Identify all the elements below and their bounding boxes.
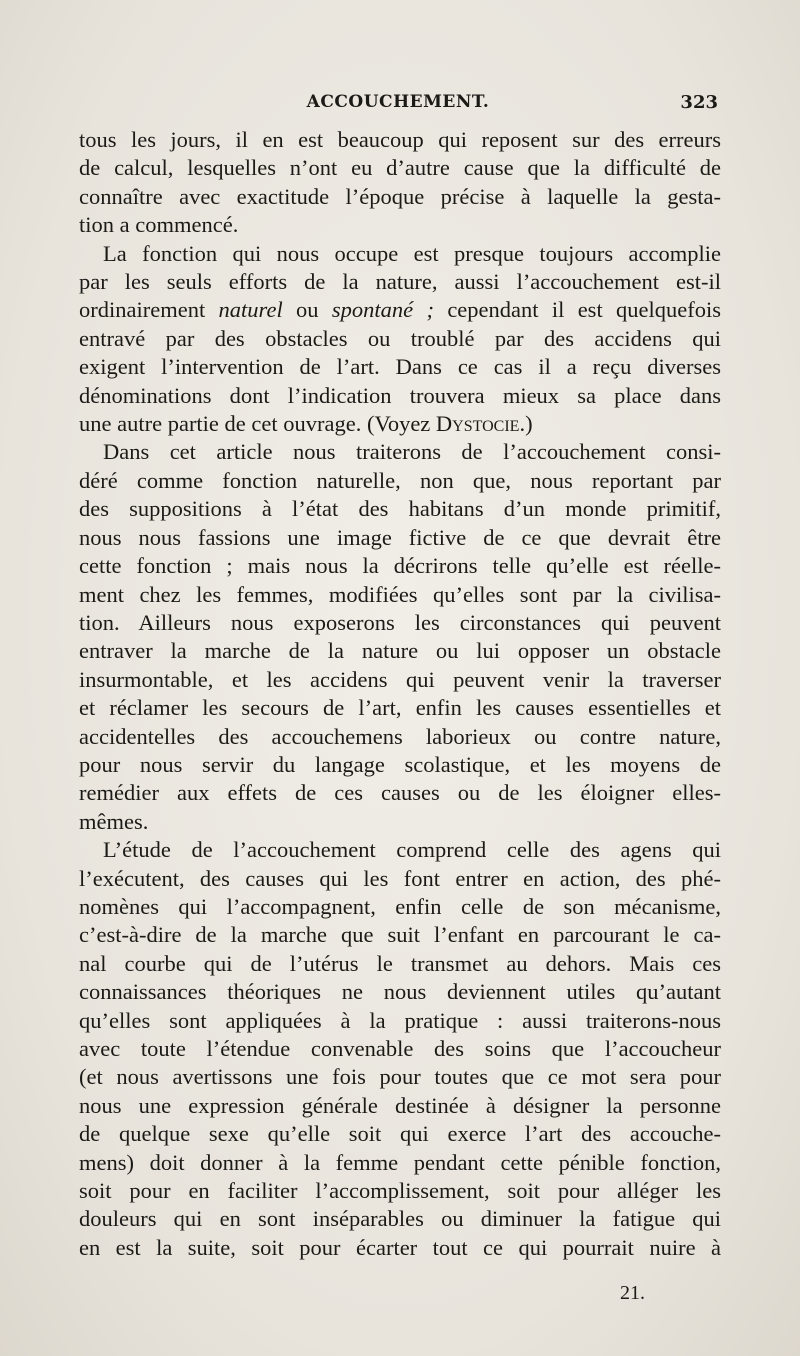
text-line: de quelque sexe qu’elle soit qui exerce l’art des accouche- bbox=[79, 1121, 721, 1147]
text-line: exigent l’intervention de l’art. Dans ce cas il a reçu diverses bbox=[79, 354, 721, 380]
running-head bbox=[78, 92, 718, 122]
text-run: ou bbox=[282, 297, 332, 323]
paragraph-2 bbox=[79, 240, 721, 439]
text-line: mens) doit donner à la femme pendant cette pénible fonction, bbox=[79, 1149, 721, 1175]
text-line: tous les jours, il en est beaucoup qui reposent sur des erreurs bbox=[79, 127, 721, 152]
text-line: cette fonction ; mais nous la décrirons telle qu’elle est réelle- bbox=[79, 553, 721, 579]
text-line: soit pour en faciliter l’accomplissement, soit pour alléger les bbox=[79, 1178, 721, 1204]
text-line: nous une expression générale destinée à désigner la personne bbox=[79, 1092, 721, 1118]
text-run: .) bbox=[519, 411, 533, 437]
text-line: (et nous avertissons une fois pour toutes que ce mot sera pour bbox=[79, 1064, 721, 1090]
body-text bbox=[79, 126, 721, 1262]
text-line bbox=[79, 410, 721, 438]
text-line: ment chez les femmes, modifiées qu’elles sont par la civilisa- bbox=[79, 581, 721, 607]
text-line: par les seuls efforts de la nature, aussi l’accouchement est-il bbox=[79, 269, 721, 295]
text-line: entravé par des obstacles ou troublé par des accidens qui bbox=[79, 325, 721, 351]
text-line: nal courbe qui de l’utérus le transmet au dehors. Mais ces bbox=[79, 950, 721, 976]
paragraph-3 bbox=[79, 438, 721, 836]
italic-term: naturel bbox=[218, 297, 283, 323]
text-line: insurmontable, et les accidens qui peuvent venir la traverser bbox=[79, 666, 721, 692]
text-line: pour nous servir du langage scolastique, et les moyens de bbox=[79, 751, 721, 777]
text-line: Dans cet article nous traiterons de l’accouchement consi- bbox=[103, 439, 721, 465]
running-head-title: ACCOUCHEMENT. bbox=[306, 92, 490, 112]
signature-mark: 21. bbox=[620, 1282, 645, 1304]
text-run: cependant il est quelquefois bbox=[433, 297, 722, 323]
cross-reference: Dystocie bbox=[435, 411, 520, 437]
text-line: tion a commencé. bbox=[79, 212, 239, 238]
text-line: connaissances théoriques ne nous deviennent utiles qu’autant bbox=[79, 979, 721, 1005]
text-line: remédier aux effets de ces causes ou de les éloigner elles- bbox=[79, 780, 721, 806]
italic-term: spontané ; bbox=[331, 297, 434, 323]
text-line: nomènes qui l’accompagnent, enfin celle de son mécanisme, bbox=[79, 893, 721, 919]
text-line: avec toute l’étendue convenable des soins que l’accoucheur bbox=[79, 1036, 721, 1061]
text-line: déré comme fonction naturelle, non que, nous reportant par bbox=[79, 467, 721, 493]
text-run: ordinairement bbox=[79, 297, 219, 323]
text-line: mêmes. bbox=[79, 808, 149, 834]
text-line: nous nous fassions une image fictive de ce que devrait être bbox=[79, 524, 721, 550]
paragraph-4 bbox=[79, 836, 721, 1262]
text-line: L’étude de l’accouchement comprend celle des agens qui bbox=[103, 837, 721, 863]
text-line: qu’elles sont appliquées à la pratique : aussi traiterons-nous bbox=[79, 1007, 721, 1033]
text-line: La fonction qui nous occupe est presque toujours accomplie bbox=[103, 240, 721, 266]
text-line bbox=[79, 296, 721, 324]
text-line: entraver la marche de la nature ou lui opposer un obstacle bbox=[79, 638, 721, 664]
text-line: dénominations dont l’indication trouvera mieux sa place dans bbox=[79, 382, 721, 408]
text-line: accidentelles des accouchemens laborieux ou contre nature, bbox=[79, 723, 721, 749]
text-line: de calcul, lesquelles n’ont eu d’autre cause que la difficulté de bbox=[79, 155, 721, 181]
text-line: connaître avec exactitude l’époque précise à laquelle la gesta- bbox=[79, 183, 721, 209]
text-run: une autre partie de cet ouvrage. (Voyez bbox=[79, 411, 436, 437]
text-line: en est la suite, soit pour écarter tout ce qui pourrait nuire à bbox=[79, 1234, 721, 1260]
text-line: et réclamer les secours de l’art, enfin les causes essentielles et bbox=[79, 695, 721, 721]
text-line: tion. Ailleurs nous exposerons les circonstances qui peuvent bbox=[79, 609, 721, 635]
page-number: 323 bbox=[680, 92, 718, 113]
text-line: l’exécutent, des causes qui les font entrer en action, des phé- bbox=[79, 865, 721, 891]
text-line: c’est-à-dire de la marche que suit l’enfant en parcourant le ca- bbox=[79, 922, 721, 948]
text-line: douleurs qui en sont inséparables ou diminuer la fatigue qui bbox=[79, 1206, 721, 1232]
paragraph-1 bbox=[79, 126, 721, 240]
text-line: des suppositions à l’état des habitans d’un monde primitif, bbox=[79, 496, 721, 522]
